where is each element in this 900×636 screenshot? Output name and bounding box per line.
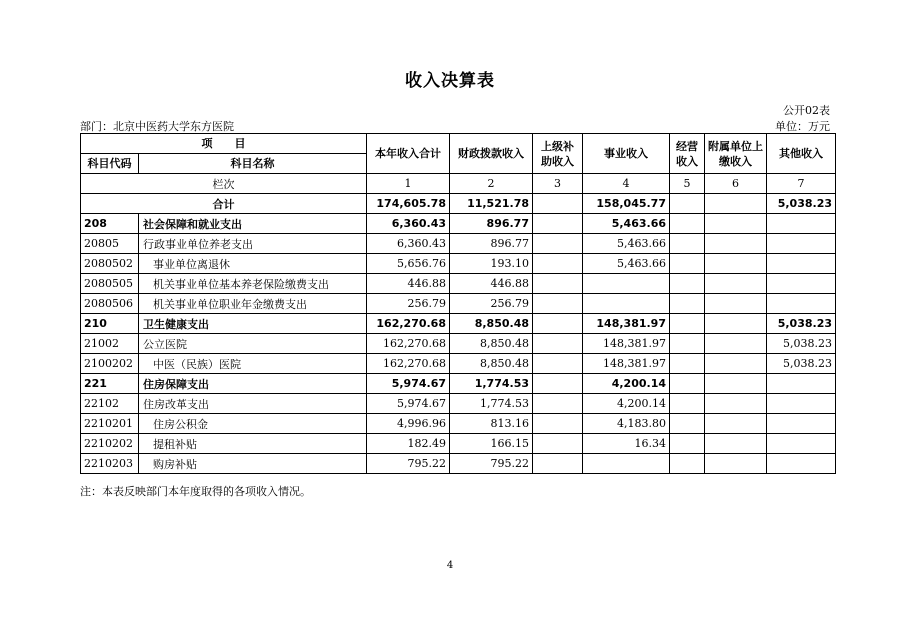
amount-cell xyxy=(533,434,583,454)
amount-cell: 896.77 xyxy=(450,214,533,234)
amount-cell xyxy=(533,314,583,334)
amount-cell xyxy=(767,434,836,454)
amount-cell: 162,270.68 xyxy=(367,334,450,354)
amount-cell: 256.79 xyxy=(367,294,450,314)
amount-cell xyxy=(670,274,705,294)
amount-cell: 8,850.48 xyxy=(450,334,533,354)
subject-code: 21002 xyxy=(81,334,139,354)
subject-name: 中医（民族）医院 xyxy=(139,354,367,374)
amount-cell xyxy=(705,354,767,374)
amount-cell: 148,381.97 xyxy=(583,314,670,334)
amount-cell xyxy=(767,454,836,474)
table-row xyxy=(81,214,836,234)
table-row xyxy=(81,374,836,394)
amount-cell xyxy=(670,434,705,454)
amount-cell xyxy=(670,334,705,354)
amount-cell: 795.22 xyxy=(450,454,533,474)
subject-code: 210 xyxy=(81,314,139,334)
amount-cell xyxy=(533,354,583,374)
header-affiliated: 附属单位上缴收入 xyxy=(705,134,767,174)
column-number-label: 栏次 xyxy=(81,174,367,194)
table-row xyxy=(81,454,836,474)
column-number: 3 xyxy=(533,174,583,194)
amount-cell xyxy=(705,294,767,314)
amount-cell xyxy=(670,294,705,314)
amount-cell: 256.79 xyxy=(450,294,533,314)
page-number: 4 xyxy=(446,560,454,571)
table-row xyxy=(81,334,836,354)
amount-cell: 5,463.66 xyxy=(583,214,670,234)
amount-cell xyxy=(767,414,836,434)
amount-cell xyxy=(533,454,583,474)
header-total-income: 本年收入合计 xyxy=(367,134,450,174)
total-value: 5,038.23 xyxy=(767,194,836,214)
amount-cell: 446.88 xyxy=(367,274,450,294)
amount-cell xyxy=(705,254,767,274)
subject-name: 住房保障支出 xyxy=(139,374,367,394)
amount-cell xyxy=(705,314,767,334)
header-superior: 上级补助收入 xyxy=(533,134,583,174)
amount-cell xyxy=(670,254,705,274)
amount-cell xyxy=(670,314,705,334)
subject-name: 事业单位离退休 xyxy=(139,254,367,274)
amount-cell xyxy=(767,234,836,254)
total-value xyxy=(533,194,583,214)
amount-cell: 162,270.68 xyxy=(367,354,450,374)
amount-cell: 5,974.67 xyxy=(367,374,450,394)
department-label: 部门：北京中医药大学东方医院 xyxy=(80,120,234,133)
header-name: 科目名称 xyxy=(139,154,367,174)
amount-cell xyxy=(767,214,836,234)
subject-name: 购房补贴 xyxy=(139,454,367,474)
amount-cell xyxy=(533,334,583,354)
amount-cell xyxy=(705,374,767,394)
amount-cell xyxy=(670,454,705,474)
amount-cell xyxy=(670,374,705,394)
amount-cell: 1,774.53 xyxy=(450,374,533,394)
subject-name: 机关事业单位职业年金缴费支出 xyxy=(139,294,367,314)
table-row xyxy=(81,314,836,334)
amount-cell xyxy=(705,214,767,234)
amount-cell: 162,270.68 xyxy=(367,314,450,334)
amount-cell xyxy=(767,294,836,314)
total-value: 158,045.77 xyxy=(583,194,670,214)
amount-cell: 4,183.80 xyxy=(583,414,670,434)
header-code: 科目代码 xyxy=(81,154,139,174)
amount-cell: 5,974.67 xyxy=(367,394,450,414)
subject-code: 2210202 xyxy=(81,434,139,454)
amount-cell xyxy=(705,434,767,454)
table-row xyxy=(81,234,836,254)
amount-cell xyxy=(670,394,705,414)
table-row xyxy=(81,294,836,314)
table-row xyxy=(81,434,836,454)
column-number-row xyxy=(81,174,836,194)
amount-cell xyxy=(705,334,767,354)
amount-cell: 5,463.66 xyxy=(583,234,670,254)
total-value: 11,521.78 xyxy=(450,194,533,214)
amount-cell xyxy=(533,234,583,254)
amount-cell: 1,774.53 xyxy=(450,394,533,414)
unit-label: 单位：万元 xyxy=(775,120,830,133)
subject-code: 2080505 xyxy=(81,274,139,294)
amount-cell: 5,656.76 xyxy=(367,254,450,274)
column-number: 1 xyxy=(367,174,450,194)
amount-cell: 446.88 xyxy=(450,274,533,294)
page-title: 收入决算表 xyxy=(405,71,495,91)
table-row xyxy=(81,254,836,274)
amount-cell: 6,360.43 xyxy=(367,214,450,234)
header-fiscal: 财政拨款收入 xyxy=(450,134,533,174)
amount-cell xyxy=(583,274,670,294)
amount-cell xyxy=(670,214,705,234)
subject-name: 公立医院 xyxy=(139,334,367,354)
column-number: 5 xyxy=(670,174,705,194)
amount-cell: 8,850.48 xyxy=(450,314,533,334)
amount-cell: 813.16 xyxy=(450,414,533,434)
amount-cell: 182.49 xyxy=(367,434,450,454)
subject-name: 机关事业单位基本养老保险缴费支出 xyxy=(139,274,367,294)
amount-cell xyxy=(767,374,836,394)
total-value xyxy=(705,194,767,214)
amount-cell xyxy=(670,234,705,254)
amount-cell: 5,038.23 xyxy=(767,354,836,374)
amount-cell: 896.77 xyxy=(450,234,533,254)
amount-cell xyxy=(583,294,670,314)
subject-name: 住房改革支出 xyxy=(139,394,367,414)
subject-code: 2080506 xyxy=(81,294,139,314)
column-number: 7 xyxy=(767,174,836,194)
subject-code: 2100202 xyxy=(81,354,139,374)
amount-cell: 4,996.96 xyxy=(367,414,450,434)
total-value: 174,605.78 xyxy=(367,194,450,214)
amount-cell xyxy=(533,254,583,274)
amount-cell xyxy=(533,214,583,234)
amount-cell xyxy=(705,454,767,474)
amount-cell: 148,381.97 xyxy=(583,334,670,354)
form-code: 公开02表 xyxy=(783,104,830,117)
amount-cell xyxy=(767,394,836,414)
amount-cell xyxy=(533,274,583,294)
amount-cell xyxy=(533,374,583,394)
amount-cell xyxy=(533,294,583,314)
amount-cell xyxy=(583,454,670,474)
subject-name: 提租补贴 xyxy=(139,434,367,454)
column-number: 2 xyxy=(450,174,533,194)
amount-cell xyxy=(705,414,767,434)
amount-cell xyxy=(767,254,836,274)
amount-cell xyxy=(705,394,767,414)
amount-cell: 5,038.23 xyxy=(767,314,836,334)
subject-code: 2210201 xyxy=(81,414,139,434)
header-operating: 经营收入 xyxy=(670,134,705,174)
amount-cell xyxy=(670,414,705,434)
header-business: 事业收入 xyxy=(583,134,670,174)
amount-cell: 5,038.23 xyxy=(767,334,836,354)
amount-cell: 8,850.48 xyxy=(450,354,533,374)
amount-cell xyxy=(705,234,767,254)
table-note: 注：本表反映部门本年度取得的各项收入情况。 xyxy=(80,485,311,498)
subject-code: 2080502 xyxy=(81,254,139,274)
amount-cell: 16.34 xyxy=(583,434,670,454)
subject-name: 行政事业单位养老支出 xyxy=(139,234,367,254)
header-other: 其他收入 xyxy=(767,134,836,174)
subject-code: 2210203 xyxy=(81,454,139,474)
column-number: 6 xyxy=(705,174,767,194)
table-row xyxy=(81,274,836,294)
subject-name: 卫生健康支出 xyxy=(139,314,367,334)
amount-cell: 5,463.66 xyxy=(583,254,670,274)
amount-cell xyxy=(533,394,583,414)
subject-code: 221 xyxy=(81,374,139,394)
amount-cell xyxy=(705,274,767,294)
amount-cell xyxy=(670,354,705,374)
subject-code: 208 xyxy=(81,214,139,234)
amount-cell: 166.15 xyxy=(450,434,533,454)
table-row xyxy=(81,394,836,414)
amount-cell xyxy=(533,414,583,434)
amount-cell xyxy=(767,274,836,294)
amount-cell: 6,360.43 xyxy=(367,234,450,254)
header-item: 项 目 xyxy=(81,134,367,154)
amount-cell: 4,200.14 xyxy=(583,374,670,394)
amount-cell: 4,200.14 xyxy=(583,394,670,414)
amount-cell: 795.22 xyxy=(367,454,450,474)
table-row xyxy=(81,354,836,374)
column-number: 4 xyxy=(583,174,670,194)
amount-cell: 193.10 xyxy=(450,254,533,274)
subject-code: 20805 xyxy=(81,234,139,254)
table-row xyxy=(81,414,836,434)
total-value xyxy=(670,194,705,214)
total-label: 合计 xyxy=(81,194,367,214)
subject-code: 22102 xyxy=(81,394,139,414)
total-row xyxy=(81,194,836,214)
amount-cell: 148,381.97 xyxy=(583,354,670,374)
income-table xyxy=(80,133,836,474)
subject-name: 社会保障和就业支出 xyxy=(139,214,367,234)
subject-name: 住房公积金 xyxy=(139,414,367,434)
